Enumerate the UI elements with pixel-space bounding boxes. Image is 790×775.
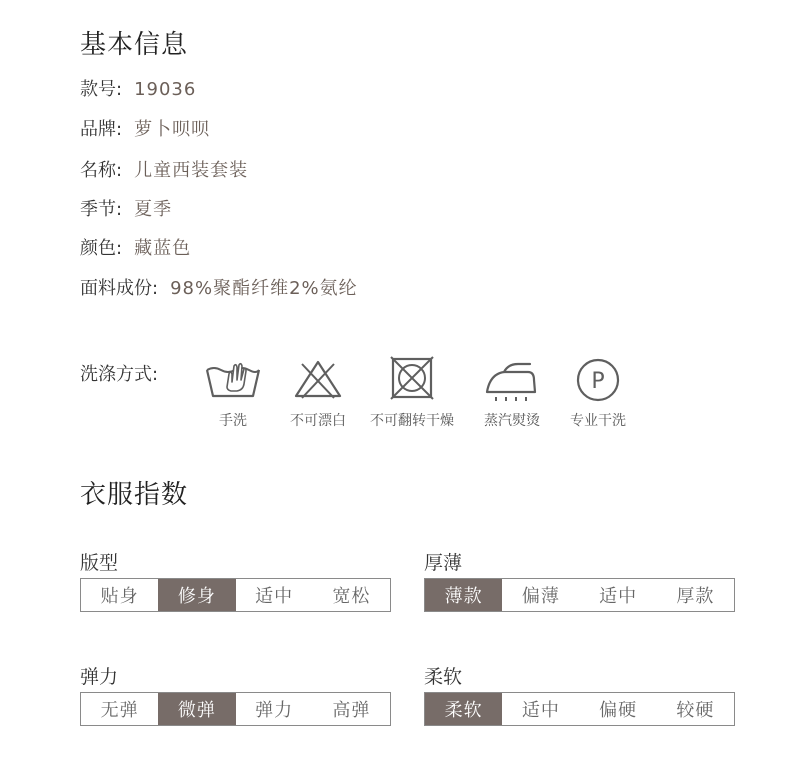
scale-option: 高弹	[332, 700, 371, 721]
scale-option: 适中	[599, 586, 638, 607]
scale-option: 偏薄	[521, 586, 560, 607]
scale-option: 偏硬	[599, 700, 638, 721]
info-row-season	[80, 198, 172, 222]
basic-info-title: 基本信息	[80, 30, 189, 60]
info-value: 儿童西装套装	[134, 160, 249, 181]
scale-option: 适中	[521, 700, 560, 721]
care-steam-iron	[462, 356, 562, 430]
scale-option: 适中	[255, 586, 294, 607]
info-label: 颜色:	[80, 238, 123, 259]
scale-title-elasticity: 弹力	[80, 666, 119, 688]
scale-option-selected: 薄款	[425, 579, 502, 611]
info-value: 98%聚酯纤维2%氨纶	[170, 278, 358, 299]
scale-title-thickness: 厚薄	[424, 552, 463, 574]
info-label: 面料成份:	[80, 278, 159, 299]
scale-option: 宽松	[332, 586, 371, 607]
info-label: 款号:	[80, 79, 123, 100]
info-label: 季节:	[80, 199, 123, 220]
scale-option-selected: 柔软	[425, 693, 502, 725]
info-row-fabric	[80, 277, 358, 301]
no-bleach-icon	[288, 356, 348, 402]
scale-title-fit: 版型	[80, 552, 119, 574]
info-label: 名称:	[80, 160, 123, 181]
scale-option: 弹力	[255, 700, 294, 721]
info-label: 品牌:	[80, 119, 123, 140]
scale-option-selected: 微弹	[158, 693, 235, 725]
no-tumble-dry-icon	[382, 356, 442, 402]
info-value: 夏季	[134, 199, 173, 220]
scale-option: 无弹	[100, 700, 139, 721]
info-value: 藏蓝色	[134, 238, 192, 259]
clothing-index-title: 衣服指数	[80, 480, 189, 510]
care-caption: 手洗	[219, 413, 247, 429]
care-caption: 蒸汽熨烫	[484, 413, 540, 429]
care-no-tumble-dry	[362, 356, 462, 430]
hand-wash-icon	[203, 356, 263, 402]
info-row-style-no	[80, 78, 196, 102]
care-dry-clean	[548, 356, 648, 430]
scale-option: 厚款	[676, 586, 715, 607]
info-value: 萝卜呗呗	[134, 119, 211, 140]
scale-option: 贴身	[100, 586, 139, 607]
scale-option: 较硬	[676, 700, 715, 721]
care-caption: 不可翻转干燥	[370, 413, 454, 429]
info-row-name	[80, 159, 248, 183]
steam-iron-icon	[482, 356, 542, 402]
scale-thickness	[424, 578, 735, 612]
care-caption: 不可漂白	[290, 413, 346, 429]
info-row-brand	[80, 118, 210, 142]
dry-clean-icon	[568, 356, 628, 402]
info-row-color	[80, 237, 191, 261]
washing-label: 洗涤方式:	[80, 364, 159, 385]
scale-softness	[424, 692, 735, 726]
info-value: 19036	[134, 79, 197, 100]
care-no-bleach	[268, 356, 368, 430]
scale-elasticity	[80, 692, 391, 726]
care-caption: 专业干洗	[570, 413, 626, 429]
dry-clean-letter: P	[591, 369, 605, 394]
scale-fit	[80, 578, 391, 612]
scale-option-selected: 修身	[158, 579, 235, 611]
scale-title-softness: 柔软	[424, 666, 463, 688]
